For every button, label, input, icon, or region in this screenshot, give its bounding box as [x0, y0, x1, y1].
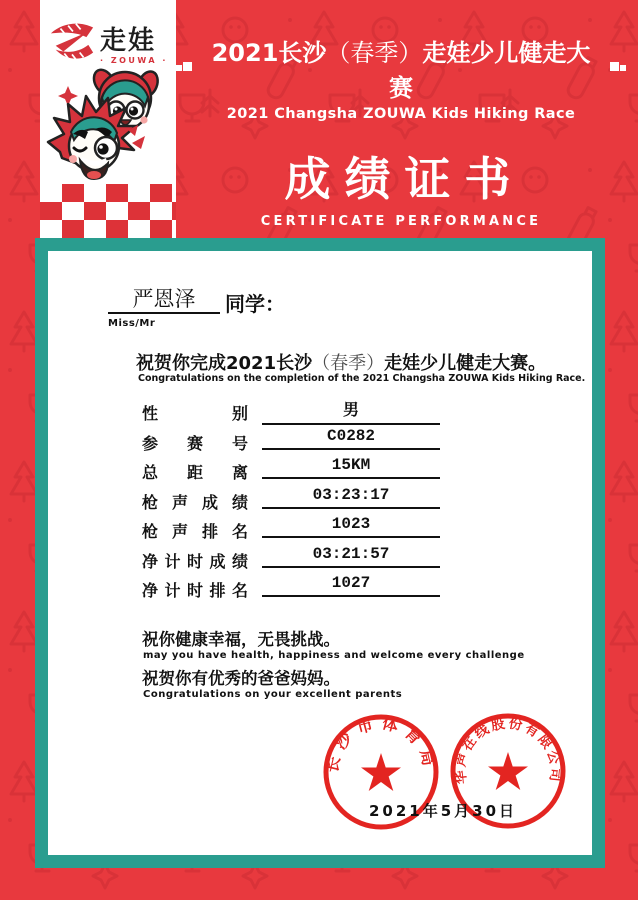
field-row-gender — [142, 401, 486, 422]
field-value: 03:23:17 — [262, 486, 440, 509]
event-title-cn — [176, 33, 626, 103]
congrats-line-en: Congratulations on the completion of the 2021 Changsha ZOUWA Kids Hiking Race. — [138, 373, 586, 384]
salutation: 同学： — [225, 292, 285, 316]
certificate-date: 2021年5月30日 — [368, 802, 518, 820]
field-value: 1023 — [262, 515, 440, 538]
event-title-en: 2021 Changsha ZOUWA Kids Hiking Race — [226, 106, 576, 122]
event-title-text: 2021长沙（春季）走娃少儿健走大赛 — [211, 39, 591, 102]
title-deco-squares-icon — [176, 60, 191, 76]
field-label: 枪声成绩 — [142, 493, 248, 512]
header — [176, 0, 626, 229]
field-value: 1027 — [262, 574, 440, 597]
brand-name-en: · ZOUWA · — [100, 56, 168, 65]
field-value: C0282 — [262, 427, 440, 450]
certificate-frame — [35, 238, 605, 868]
field-value: 男 — [262, 397, 440, 425]
field-label: 总距离 — [142, 463, 248, 482]
field-row-net-time — [142, 545, 486, 571]
field-label: 性别 — [142, 404, 248, 423]
star-icon — [488, 752, 528, 790]
participant-name: 严恩泽 — [108, 279, 220, 314]
name-hint: Miss/Mr — [108, 318, 156, 329]
field-row-gun-rank — [142, 515, 486, 541]
checker-pattern — [40, 184, 176, 238]
field-row-gun-time — [142, 486, 486, 512]
field-label: 净计时成绩 — [142, 552, 248, 571]
zouwa-ribbon-z-icon — [48, 20, 96, 62]
brand-banner — [40, 0, 176, 238]
field-value: 03:21:57 — [262, 545, 440, 568]
certificate-title-cn: 成绩证书 — [284, 152, 525, 206]
blessing-line-en: may you have health, happiness and welcome every challenge — [143, 650, 525, 661]
mascot-kids-icon — [40, 68, 176, 184]
congrats-line-cn: 祝贺你完成2021长沙（春季）走娃少儿健走大赛。 — [136, 353, 547, 374]
blessing-line-cn: 祝你健康幸福，无畏挑战。 — [142, 630, 340, 649]
title-deco-squares-icon — [611, 60, 626, 76]
brand-name-cn: 走娃 — [100, 26, 157, 56]
field-label: 净计时排名 — [142, 581, 248, 600]
field-row-net-rank — [142, 574, 486, 600]
blessing-line-cn: 祝贺你有优秀的爸爸妈妈。 — [142, 669, 340, 688]
field-label: 枪声排名 — [142, 522, 248, 541]
star-icon — [361, 753, 401, 791]
stamp-text: 华声在线股份有限公司 — [452, 715, 564, 785]
field-value: 15KM — [262, 456, 440, 479]
certificate-title-en: CERTIFICATE PERFORMANCE — [260, 214, 542, 229]
blessing-line-en: Congratulations on your excellent parents — [143, 689, 403, 700]
mascot-boy-icon — [48, 96, 136, 179]
field-label: 参赛号 — [142, 434, 248, 453]
field-row-bib — [142, 427, 486, 453]
stamp-text: 长沙市体育局 — [321, 712, 441, 775]
field-row-distance — [142, 456, 486, 482]
certificate-paper — [48, 251, 592, 855]
